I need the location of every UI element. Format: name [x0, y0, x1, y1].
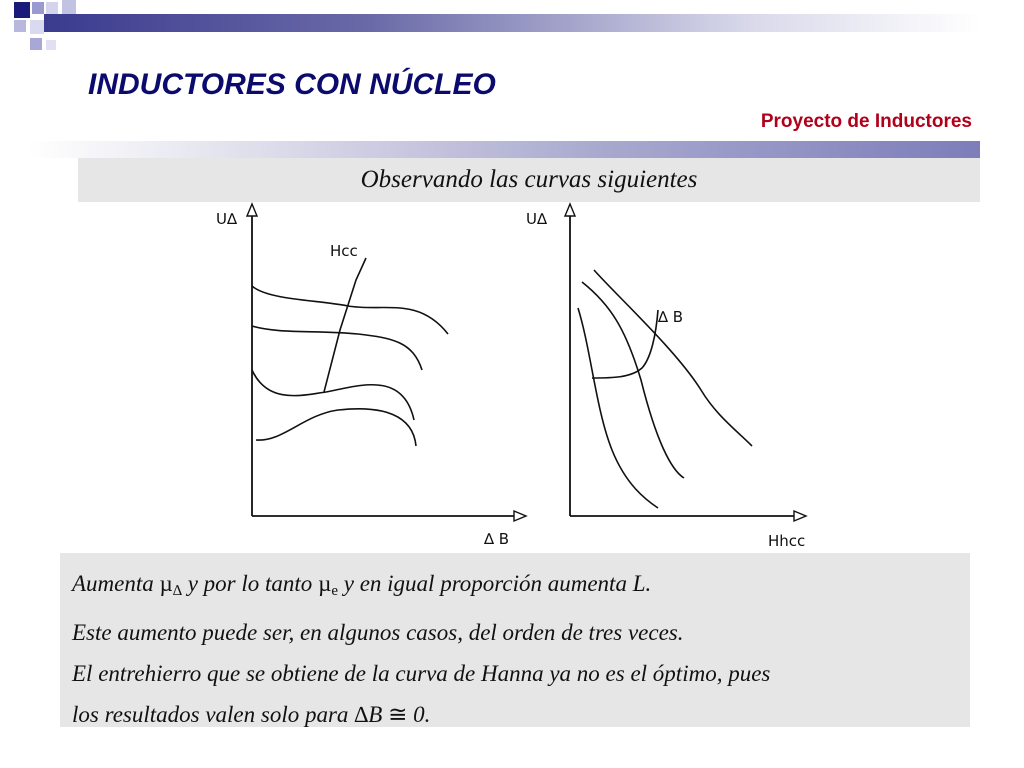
graph-left	[208, 200, 538, 552]
slide-title: INDUCTORES CON NÚCLEO	[88, 68, 496, 101]
slide-subtitle: Proyecto de Inductores	[760, 111, 972, 132]
explanation-line-4	[72, 694, 958, 735]
right-delta-b-line	[592, 310, 658, 378]
right-curve-1	[594, 270, 752, 446]
x-axis-arrow-right	[794, 511, 806, 521]
header-gradient-bar	[44, 14, 980, 32]
explanation-line-1	[72, 563, 958, 612]
left-hcc-line	[324, 258, 366, 392]
explanation-line-2: Este aumento puede ser, en algunos casos, del orden de tres veces.	[72, 620, 684, 645]
left-curve-label: Hcc	[330, 242, 358, 260]
line1-part2: y por lo tanto	[181, 571, 319, 596]
approx-symbol: ≅	[382, 702, 414, 727]
explanation-line-3: El entrehierro que se obtiene de la curva de Hanna ya no es el óptimo, pues	[72, 661, 771, 686]
left-curve-1	[252, 286, 448, 334]
right-y-label: U∆	[526, 210, 548, 228]
right-curve-3	[578, 308, 658, 508]
mu-symbol: µ	[159, 571, 173, 596]
graph-right-svg	[516, 200, 826, 552]
y-axis-arrow-right	[565, 204, 575, 216]
divider-gradient-bar	[28, 141, 980, 158]
banner-text: Observando las curvas siguientes	[360, 166, 698, 193]
left-y-label: U∆	[216, 210, 238, 228]
left-curve-4	[256, 409, 416, 446]
line1-part3: y en igual proporción aumenta L.	[338, 571, 652, 596]
section-banner	[78, 158, 980, 202]
mu-symbol-2: µ	[318, 571, 332, 596]
line1-part1: Aumenta	[72, 571, 160, 596]
line4-text: los resultados valen solo para	[72, 702, 355, 727]
graph-right	[516, 200, 826, 552]
delta-subscript: ∆	[172, 583, 182, 599]
delta-b-symbol: ∆B	[354, 702, 383, 727]
left-x-label: ∆ B	[484, 530, 510, 548]
left-curve-2	[252, 326, 422, 370]
y-axis-arrow-left	[247, 204, 257, 216]
right-curve-label: ∆ B	[658, 308, 684, 326]
e-subscript: e	[331, 583, 338, 599]
right-x-label: Hhcc	[768, 532, 806, 550]
explanation-box	[60, 553, 970, 727]
graph-left-svg	[208, 200, 538, 552]
line4-zero: 0.	[413, 702, 431, 727]
